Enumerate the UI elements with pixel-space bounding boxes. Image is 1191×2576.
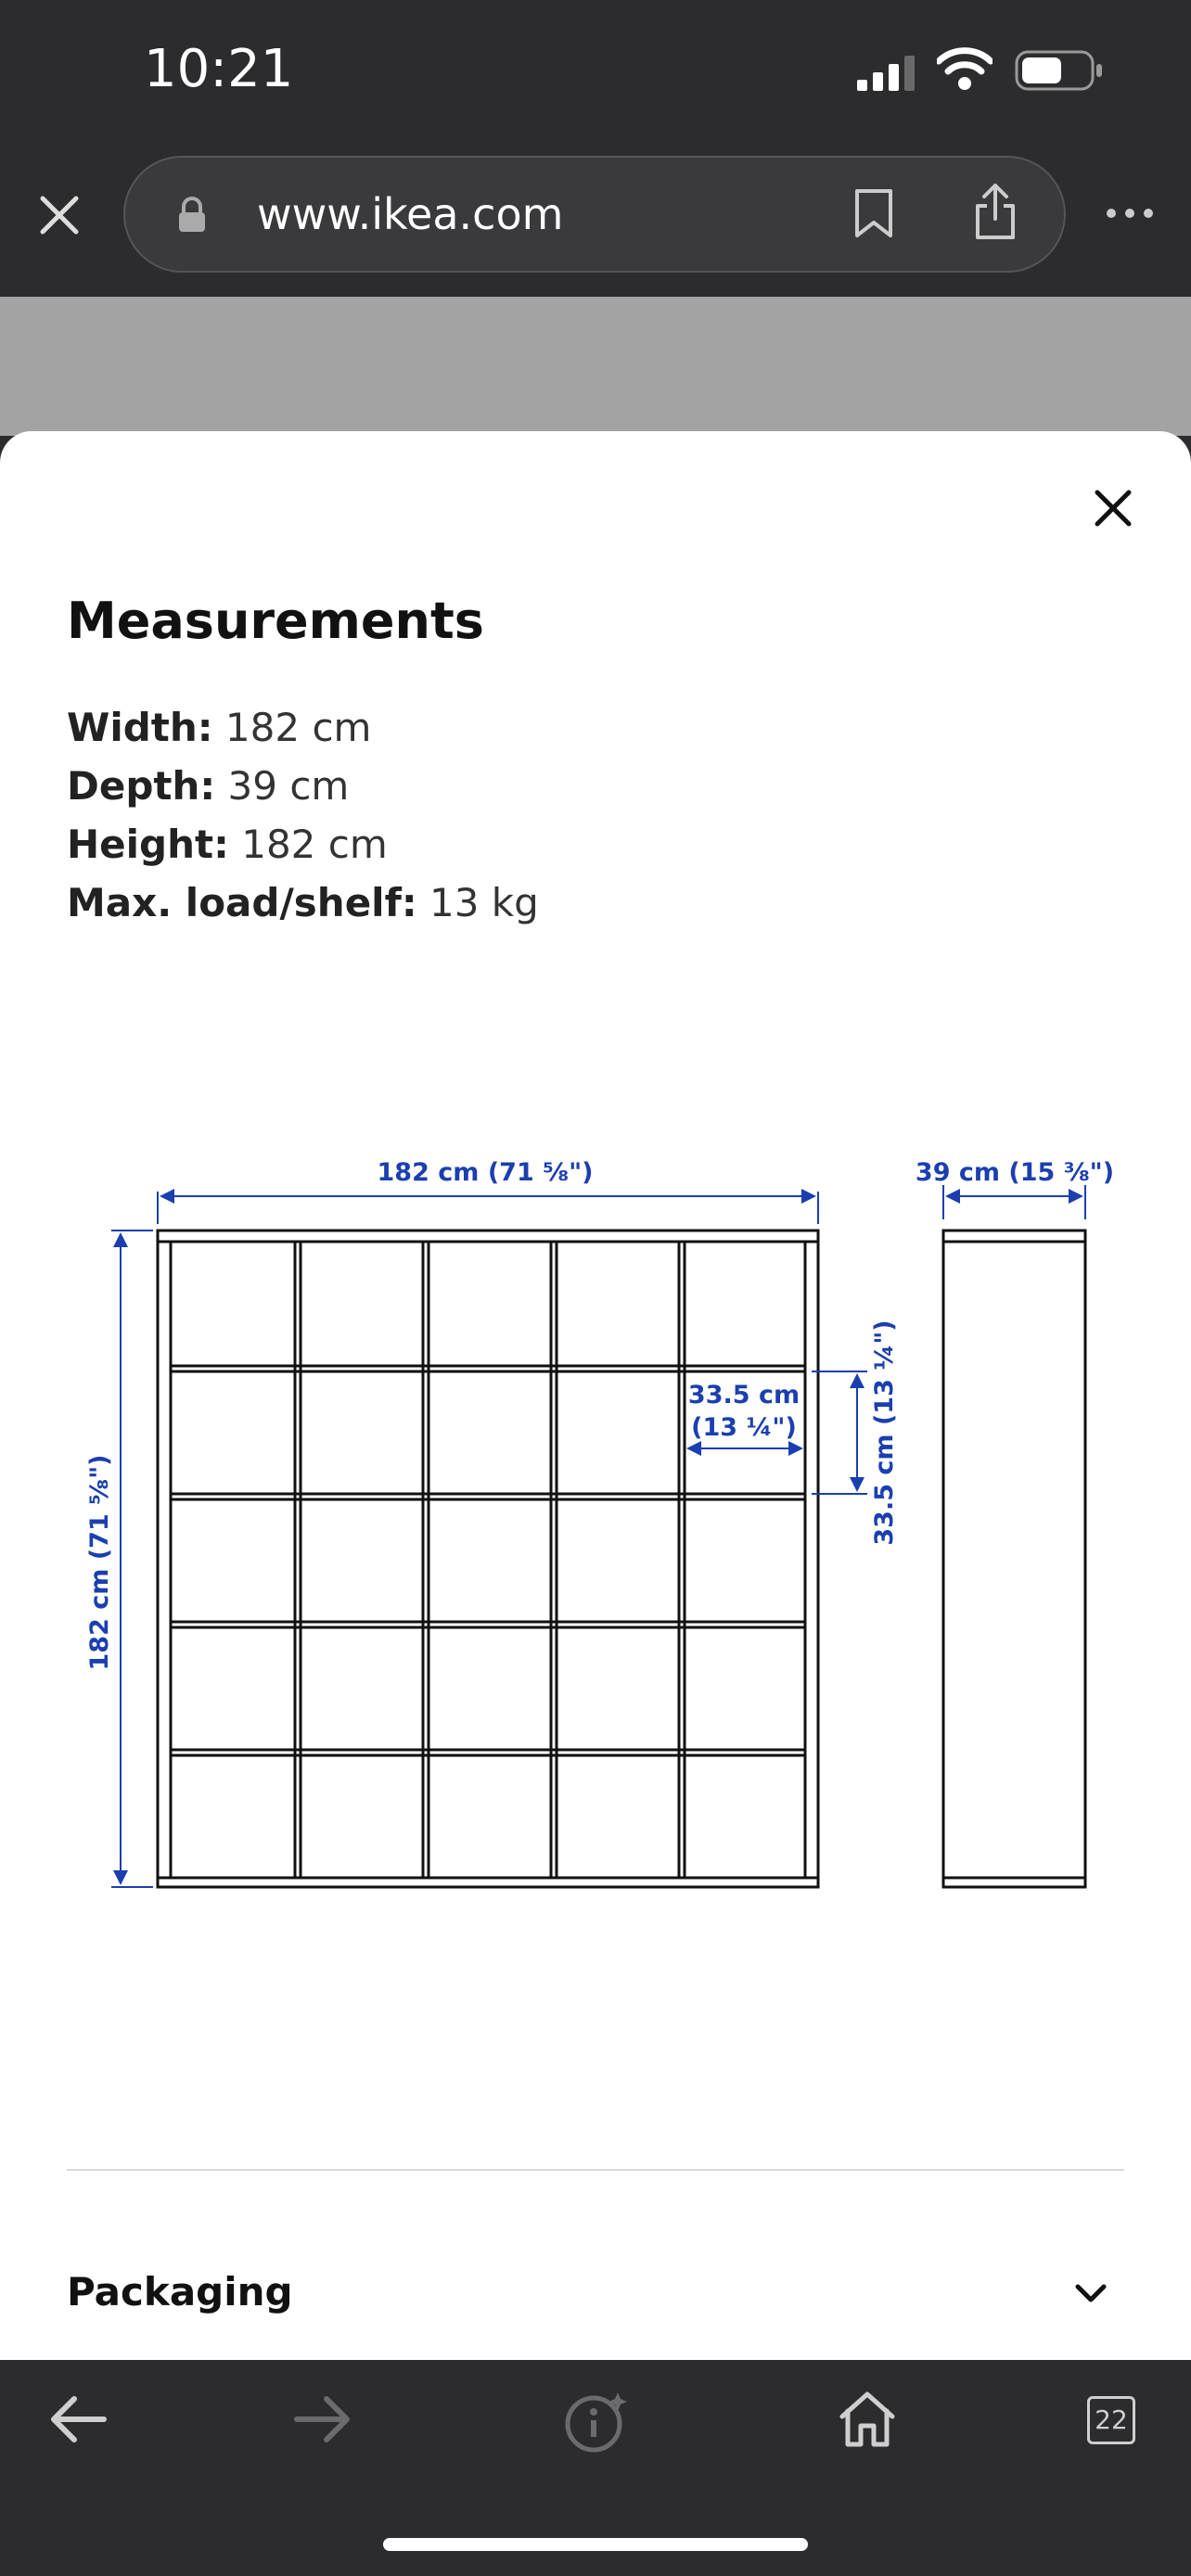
spec-label: Height:	[67, 822, 229, 867]
home-icon[interactable]	[839, 2391, 896, 2448]
back-icon[interactable]	[48, 2396, 108, 2442]
spec-value: 182 cm	[241, 822, 388, 867]
depth-dimension-label: 39 cm (15 ⅜")	[915, 1158, 1115, 1187]
width-dimension-label: 182 cm (71 ⅝")	[377, 1158, 594, 1187]
spec-depth	[67, 763, 349, 809]
battery-icon	[1015, 50, 1104, 91]
spec-label: Width:	[67, 705, 213, 750]
more-icon[interactable]	[1106, 208, 1154, 219]
tabs-button[interactable]: 22	[1087, 2396, 1135, 2444]
spec-value: 182 cm	[224, 705, 372, 750]
spec-width	[67, 705, 371, 750]
cell-width-label: 33.5 cm	[687, 1381, 800, 1409]
share-icon[interactable]	[972, 182, 1018, 241]
cell-height-label: 33.5 cm (13 ¼")	[870, 1320, 899, 1546]
spec-label: Depth:	[67, 763, 216, 809]
lock-icon	[176, 197, 208, 234]
cell-width-label-inches: (13 ¼")	[691, 1413, 797, 1442]
close-tab-icon[interactable]	[39, 195, 80, 236]
spec-max-load	[67, 880, 539, 925]
spec-label: Max. load/shelf:	[67, 880, 417, 925]
section-divider	[67, 2169, 1124, 2171]
spec-value: 13 kg	[429, 880, 539, 925]
spec-height	[67, 822, 388, 867]
forward-icon[interactable]	[293, 2396, 352, 2442]
page-info-icon[interactable]	[564, 2389, 629, 2454]
height-dimension-label: 182 cm (71 ⅝")	[85, 1454, 114, 1671]
wifi-icon	[937, 46, 992, 91]
packaging-section-title[interactable]: Packaging	[67, 2269, 293, 2315]
url-text[interactable]: www.ikea.com	[257, 189, 564, 239]
page-backdrop	[0, 297, 1191, 436]
sheet-title: Measurements	[67, 592, 484, 650]
front-view	[158, 1231, 818, 1887]
status-bar	[0, 0, 1191, 148]
home-indicator	[383, 2538, 808, 2551]
spec-value: 39 cm	[227, 763, 350, 809]
close-sheet-icon[interactable]	[1095, 490, 1132, 527]
status-time: 10:21	[144, 39, 294, 99]
side-view	[943, 1231, 1085, 1887]
bookmark-icon[interactable]	[853, 187, 894, 239]
chevron-down-icon[interactable]	[1074, 2283, 1108, 2305]
dimension-diagram	[0, 1113, 1191, 1929]
signal-icon	[857, 54, 918, 91]
